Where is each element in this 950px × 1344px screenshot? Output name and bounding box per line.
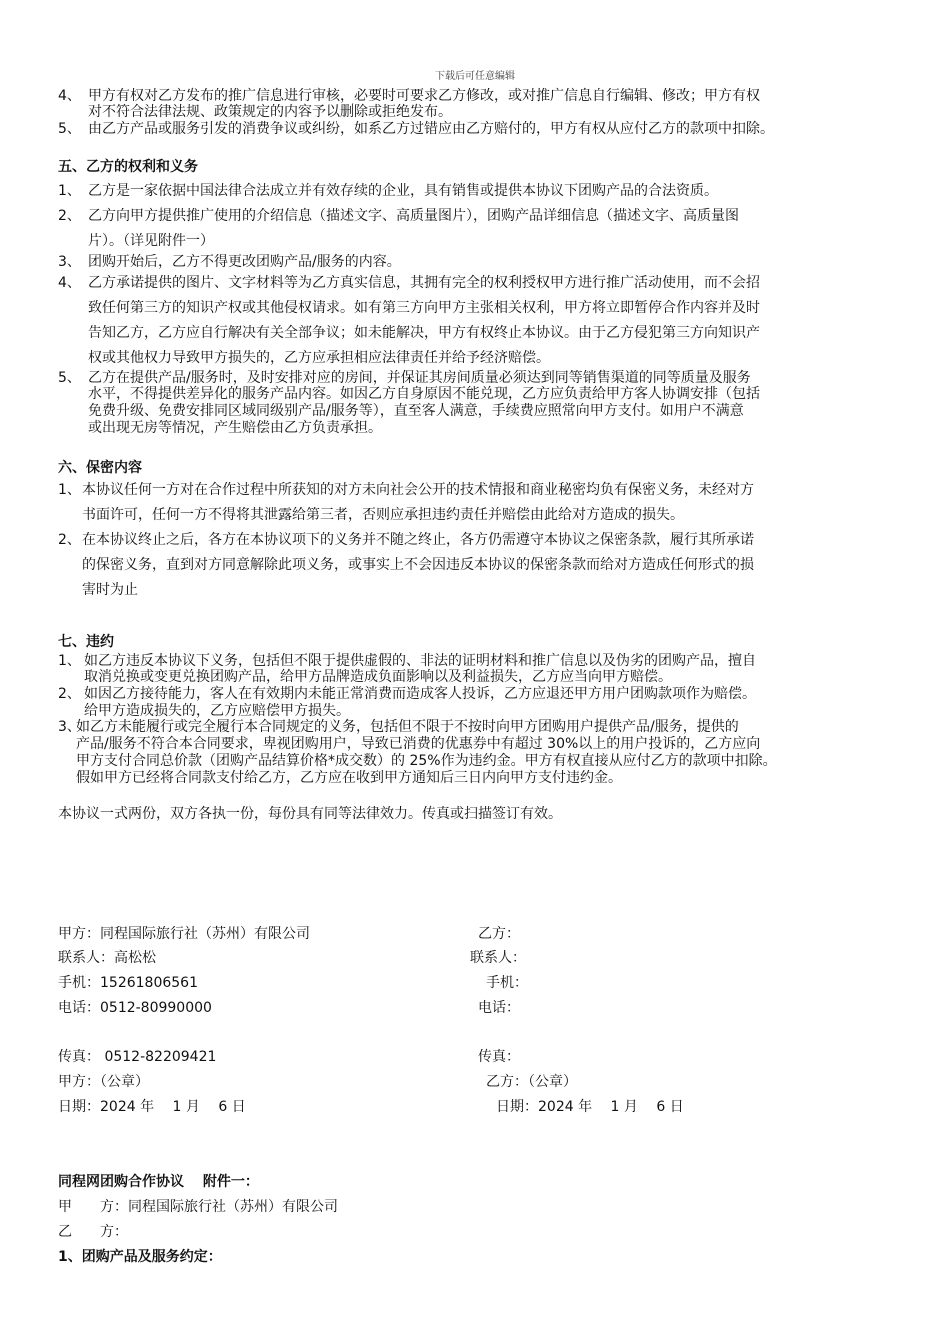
item-number: 3、 — [58, 719, 81, 735]
paragraph-line: 由乙方产品或服务引发的消费争议或纠纷，如系乙方过错应由乙方赔付的，甲方有权从应付乙方的款项中扣除。 — [88, 121, 774, 137]
paragraph-line: 致任何第三方的知识产权或其他侵权请求。如有第三方向甲方主张相关权利，甲方将立即暂停合作内容并及时 — [88, 300, 760, 316]
paragraph-line: 告知乙方，乙方应自行解决有关全部争议；如未能解决，甲方有权终止本协议。由于乙方侵犯第三方向知识产 — [88, 325, 760, 341]
party-a-company: 甲方：同程国际旅行社（苏州）有限公司 — [58, 926, 310, 942]
item-number: 1、 — [58, 653, 81, 669]
section-heading: 六、保密内容 — [58, 460, 142, 476]
paragraph-line: 取消兑换或变更兑换团购产品，给甲方品牌造成负面影响以及利益损失，乙方应当向甲方赔偿。 — [84, 669, 672, 685]
item-number: 3、 — [58, 254, 81, 270]
item-number: 4、 — [58, 275, 81, 291]
paragraph-line: 乙方是一家依据中国法律合法成立并有效存续的企业，具有销售或提供本协议下团购产品的合法资质。 — [88, 183, 718, 199]
annex-title: 同程网团购合作协议 附件一： — [58, 1174, 259, 1190]
paragraph-line: 乙方在提供产品/服务时，及时安排对应的房间，并保证其房间质量必须达到同等销售渠道的同等质量及服务 — [88, 370, 751, 386]
party-a-contact: 联系人：高松松 — [58, 950, 156, 966]
paragraph-line: 片）。（详见附件一） — [88, 233, 214, 249]
paragraph-line: 在本协议终止之后，各方在本协议项下的义务并不随之终止，各方仍需遵守本协议之保密条款，履行其所承诺 — [82, 532, 754, 548]
paragraph-line: 产品/服务不符合本合同要求，卑视团购用户，导致已消费的优惠券中有超过 30%以上的用户投诉的，乙方应向 — [76, 736, 761, 752]
paragraph-line: 书面许可，任何一方不得将其泄露给第三者，否则应承担违约责任并赔偿由此给对方造成的损失。 — [82, 507, 684, 523]
party-b-mobile: 手机： — [486, 975, 528, 991]
paragraph-line: 本协议任何一方对在合作过程中所获知的对方未向社会公开的技术情报和商业秘密均负有保密义务，未经对方 — [82, 482, 754, 498]
paragraph-line: 如乙方违反本协议下义务，包括但不限于提供虚假的、非法的证明材料和推广信息以及伪劣的团购产品，擅自 — [84, 653, 756, 669]
paragraph-line: 对不符合法律法规、政策规定的内容予以删除或拒绝发布。 — [88, 104, 452, 120]
party-b-contact: 联系人： — [470, 950, 526, 966]
section-heading: 七、违约 — [58, 634, 114, 650]
paragraph-line: 如因乙方接待能力，客人在有效期内未能正常消费而造成客人投诉，乙方应退还甲方用户团购款项作为赔偿。 — [84, 686, 756, 702]
paragraph-line: 水平，不得提供差异化的服务产品内容。如因乙方自身原因不能兑现，乙方应负责给甲方客人协调安排（包括 — [88, 386, 760, 402]
party-a-phone: 电话：0512-80990000 — [58, 1000, 212, 1016]
paragraph-line: 的保密义务，直到对方同意解除此项义务，或事实上不会因违反本协议的保密条款而给对方造成任何形式的损 — [82, 557, 754, 573]
item-number: 2、 — [58, 532, 81, 548]
item-number: 1、 — [58, 183, 81, 199]
paragraph-line: 乙方承诺提供的图片、文字材料等为乙方真实信息，其拥有完全的权利授权甲方进行推广活动使用，而不会招 — [88, 275, 760, 291]
party-a-seal: 甲方：（公章） — [58, 1074, 149, 1090]
paragraph-line: 甲方有权对乙方发布的推广信息进行审核，必要时可要求乙方修改，或对推广信息自行编辑、修改；甲方有权 — [88, 88, 760, 104]
party-b-company: 乙方： — [478, 926, 520, 942]
party-b-phone: 电话： — [478, 1000, 520, 1016]
item-number: 4、 — [58, 88, 81, 104]
party-a-mobile: 手机：15261806561 — [58, 975, 198, 991]
paragraph-line: 或出现无房等情况，产生赔偿由乙方负责承担。 — [88, 420, 382, 436]
paragraph-line: 害时为止 — [82, 582, 138, 598]
section-heading: 五、乙方的权利和义务 — [58, 159, 198, 175]
item-number: 2、 — [58, 208, 81, 224]
annex-party-b: 乙 方： — [58, 1224, 128, 1240]
annex-party-a: 甲 方：同程国际旅行社（苏州）有限公司 — [58, 1199, 338, 1215]
party-b-fax: 传真： — [478, 1049, 520, 1065]
item-number: 1、 — [58, 482, 81, 498]
page-header-note: 下载后可任意编辑 — [435, 71, 515, 82]
paragraph-line: 甲方支付合同总价款（团购产品结算价格*成交数）的 25%作为违约金。甲方有权直接从应付乙方的款项中扣除。 — [76, 753, 777, 769]
party-b-seal: 乙方：（公章） — [486, 1074, 577, 1090]
paragraph-line: 如乙方未能履行或完全履行本合同规定的义务，包括但不限于不按时向甲方团购用户提供产品/服务，提供的 — [76, 719, 739, 735]
item-number: 5、 — [58, 121, 81, 137]
closing-statement: 本协议一式两份，双方各执一份，每份具有同等法律效力。传真或扫描签订有效。 — [58, 806, 562, 822]
party-a-date: 日期：2024 年 1 月 6 日 — [58, 1099, 246, 1115]
paragraph-line: 免费升级、免费安排同区域同级别产品/服务等），直至客人满意，手续费应照常向甲方支付。如用户不满意 — [88, 403, 744, 419]
party-b-date: 日期：2024 年 1 月 6 日 — [496, 1099, 684, 1115]
item-number: 2、 — [58, 686, 81, 702]
paragraph-line: 假如甲方已经将合同款支付给乙方，乙方应在收到甲方通知后三日内向甲方支付违约金。 — [76, 770, 622, 786]
party-a-fax: 传真： 0512-82209421 — [58, 1049, 217, 1065]
paragraph-line: 权或其他权力导致甲方损失的，乙方应承担相应法律责任并给予经济赔偿。 — [88, 350, 550, 366]
paragraph-line: 给甲方造成损失的，乙方应赔偿甲方损失。 — [84, 703, 350, 719]
paragraph-line: 乙方向甲方提供推广使用的介绍信息（描述文字、高质量图片），团购产品详细信息（描述文字、高质量图 — [88, 208, 739, 224]
item-number: 5、 — [58, 370, 81, 386]
annex-item-heading: 1、团购产品及服务约定： — [58, 1249, 222, 1265]
paragraph-line: 团购开始后，乙方不得更改团购产品/服务的内容。 — [88, 254, 401, 270]
